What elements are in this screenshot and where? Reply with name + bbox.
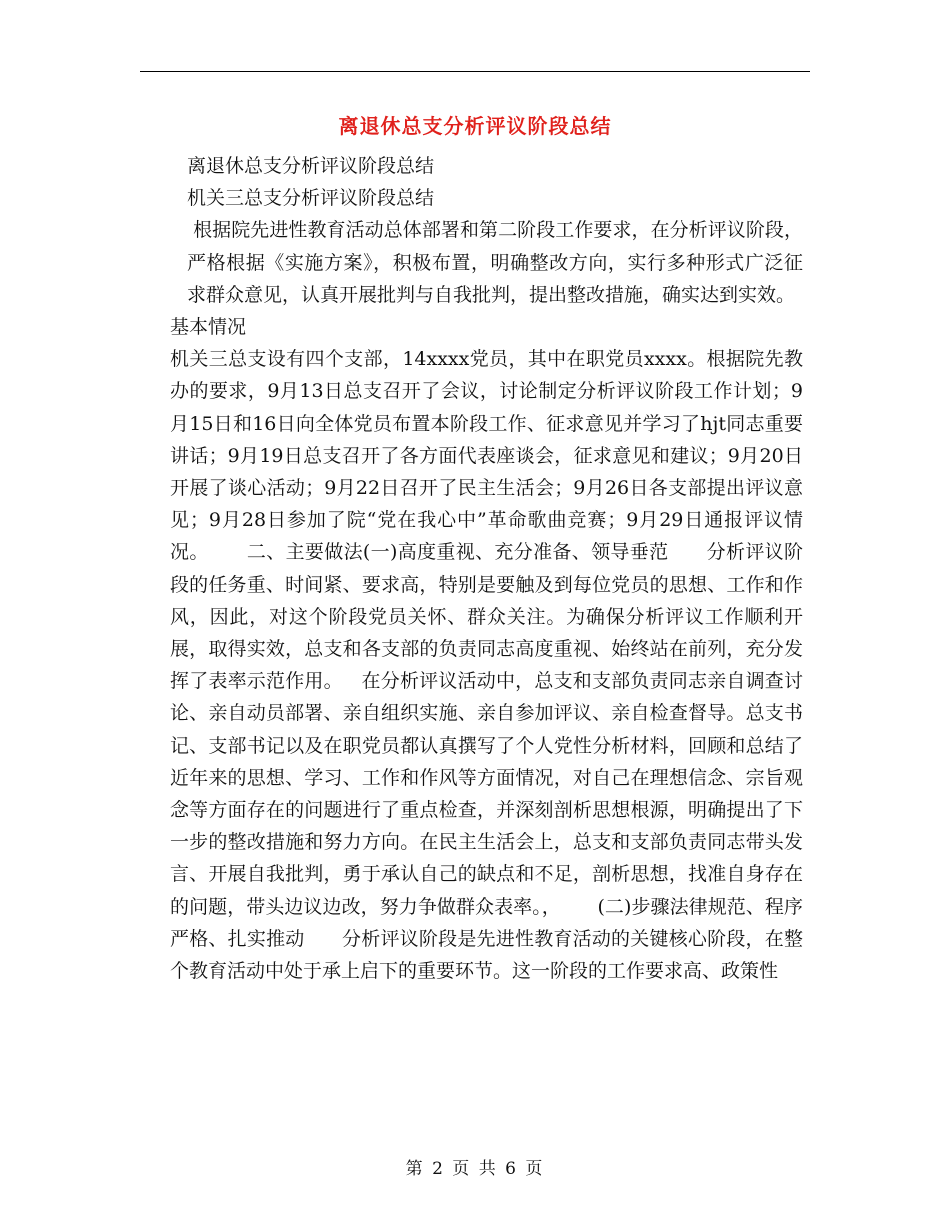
document-body [143,150,803,987]
page-footer: 第 2 页 共 6 页 [405,1159,545,1179]
document-title: 离退休总支分析评议阶段总结 [338,114,612,138]
paragraph-intro: 根据院先进性教育活动总体部署和第二阶段工作要求，在分析评议阶段，严格根据《实施方案》，积极布置，明确整改方向，实行多种形式广泛征求群众意见，认真开展批判与自我批判，提出整改措施，确实达到实效。 [187,219,803,306]
paragraph-subtitle-1: 离退休总支分析评议阶段总结 [187,155,435,177]
paragraph-subtitle-2: 机关三总支分析评议阶段总结 [187,187,435,210]
header-rule [140,71,810,72]
paragraph-main: 机关三总支设有四个支部，14xxxx党员，其中在职党员xxxx。根据院先教办的要求，9月13日总支召开了会议，讨论制定分析评议阶段工作计划；9月15日和16日向全体党员布置本阶段工作、征求意见并学习了hjt同志重要讲话；9月19日总支召开了各方面代表座谈会，征求意见和建议；9月20日开展了谈心活动；9月22日召开了民主生活会；9月26日各支部提出评议意见；9月28日参加了院“党在我心中”革命歌曲竞赛；9月29日通报评议情况。 二、主要做法(一)高度重视、充分准备、领导垂范 分析评议阶段的任务重、时间紧、要求高，特别是要触及到每位党员的思想、工作和作风，因此，对这个阶段党员关怀、群众关注。为确保分析评议工作顺利开展，取得实效，总支和各支部的负责同志高度重视、始终站在前列，充分发挥了表率示范作用。 在分析评议活动中，总支和支部负责同志亲自调查讨论、亲自动员部署、亲自组织实施、亲自参加评议、亲自检查督导。总支书记、支部书记以及在职党员都认真撰写了个人党性分析材料，回顾和总结了近年来的思想、学习、工作和作风等方面情况，对自己在理想信念、宗旨观念等方面存在的问题进行了重点检查，并深刻剖析思想根源，明确提出了下一步的整改措施和努力方向。在民主生活会上，总支和支部负责同志带头发言、开展自我批判，勇于承认自己的缺点和不足，剖析思想，找准自身存在的问题，带头边议边改，努力争做群众表率。， (二)步骤法律规范、程序严格、扎实推动 分析评议阶段是先进性教育活动的关键核心阶段，在整个教育活动中处于承上启下的重要环节。这一阶段的工作要求高、政策性 [170,348,803,983]
paragraph-heading-basic: 基本情况 [170,316,247,339]
